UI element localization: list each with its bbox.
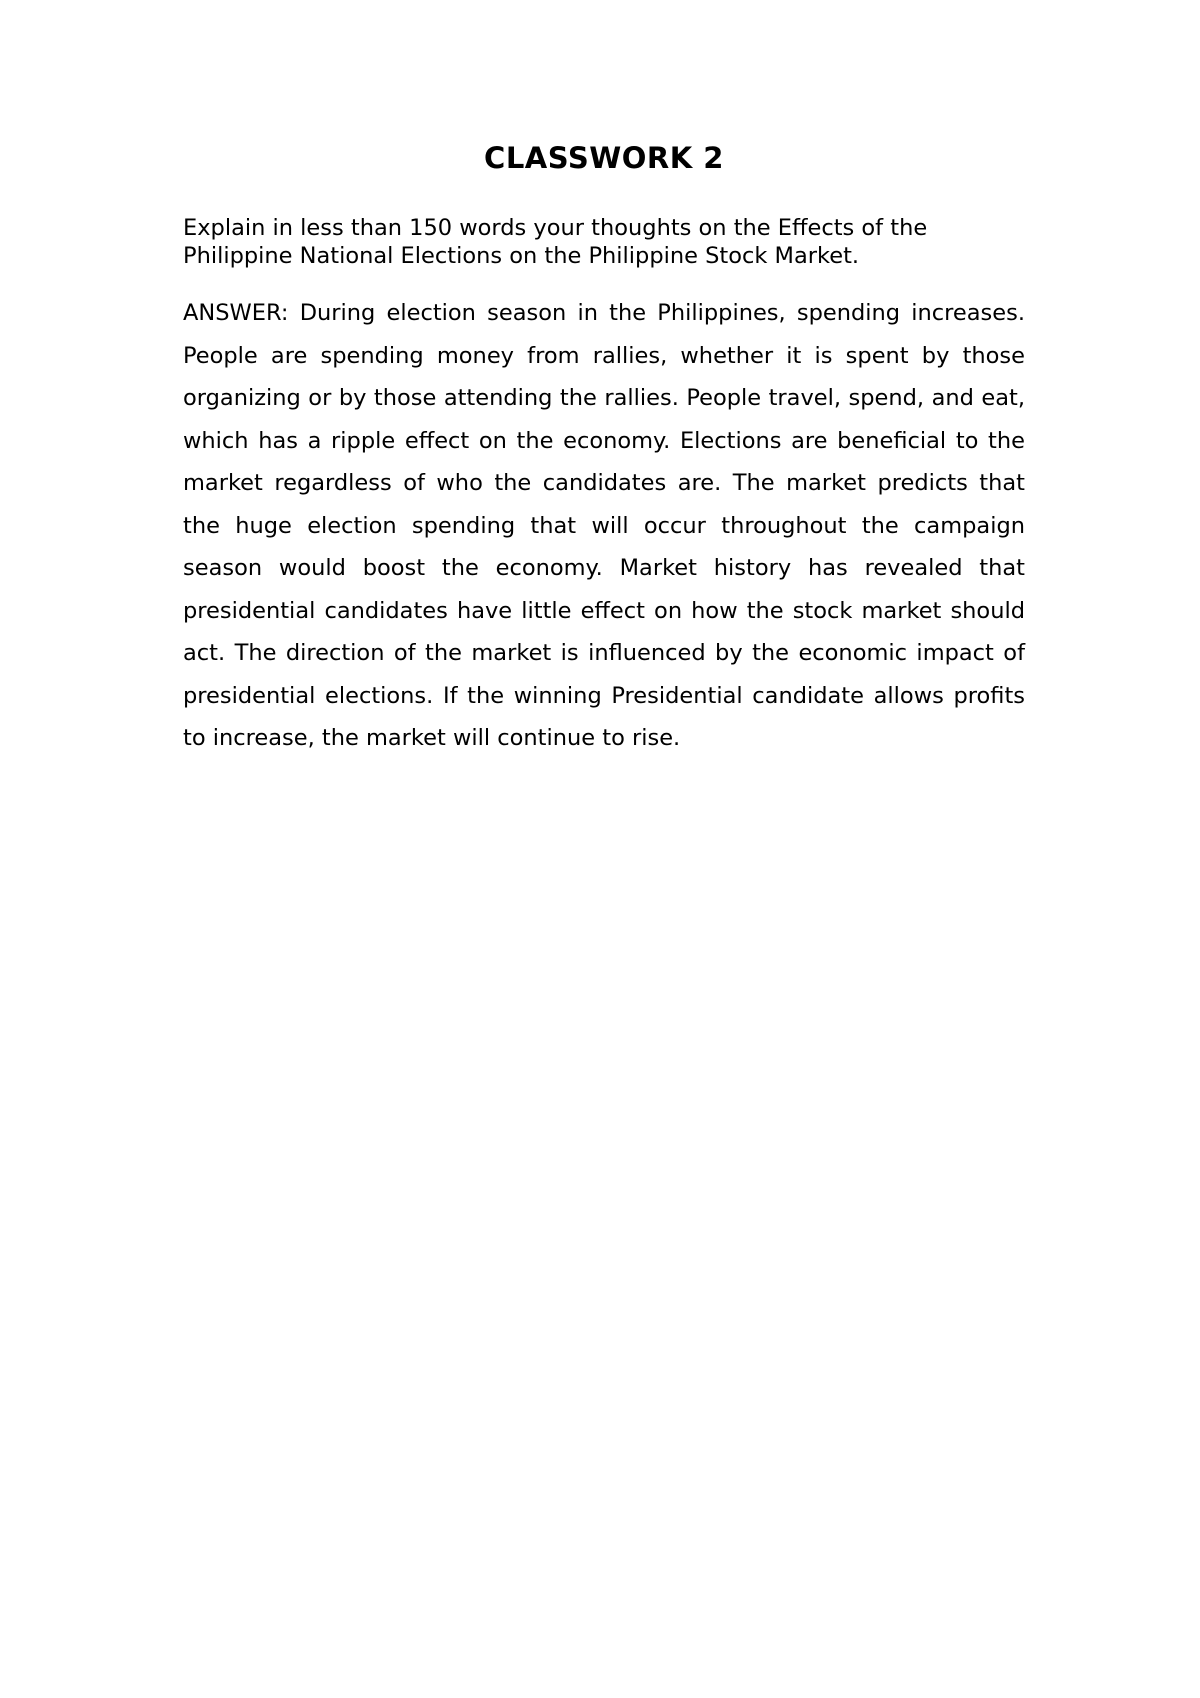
document-title: CLASSWORK 2 xyxy=(484,141,724,175)
answer-paragraph: ANSWER: During election season in the Philippines, spending increases. People are spending money from rallies, whether it is spent by those organizing or by those attending the rallies. People travel, spend, and eat, which has a ripple effect on the economy. Elections are beneficial to the market regardless of who the candidates are. The market predicts that the huge election spending that will occur throughout the campaign season would boost the economy. Market history has revealed that presidential candidates have little effect on how the stock market should act. The direction of the market is influenced by the economic impact of presidential elections. If the winning Presidential candidate allows profits to increase, the market will continue to rise. xyxy=(183,300,1025,751)
document-body xyxy=(183,138,1025,760)
question-prompt: Explain in less than 150 words your thoughts on the Effects of the Philippine National Elections on the Philippine Stock Market. xyxy=(183,215,928,269)
